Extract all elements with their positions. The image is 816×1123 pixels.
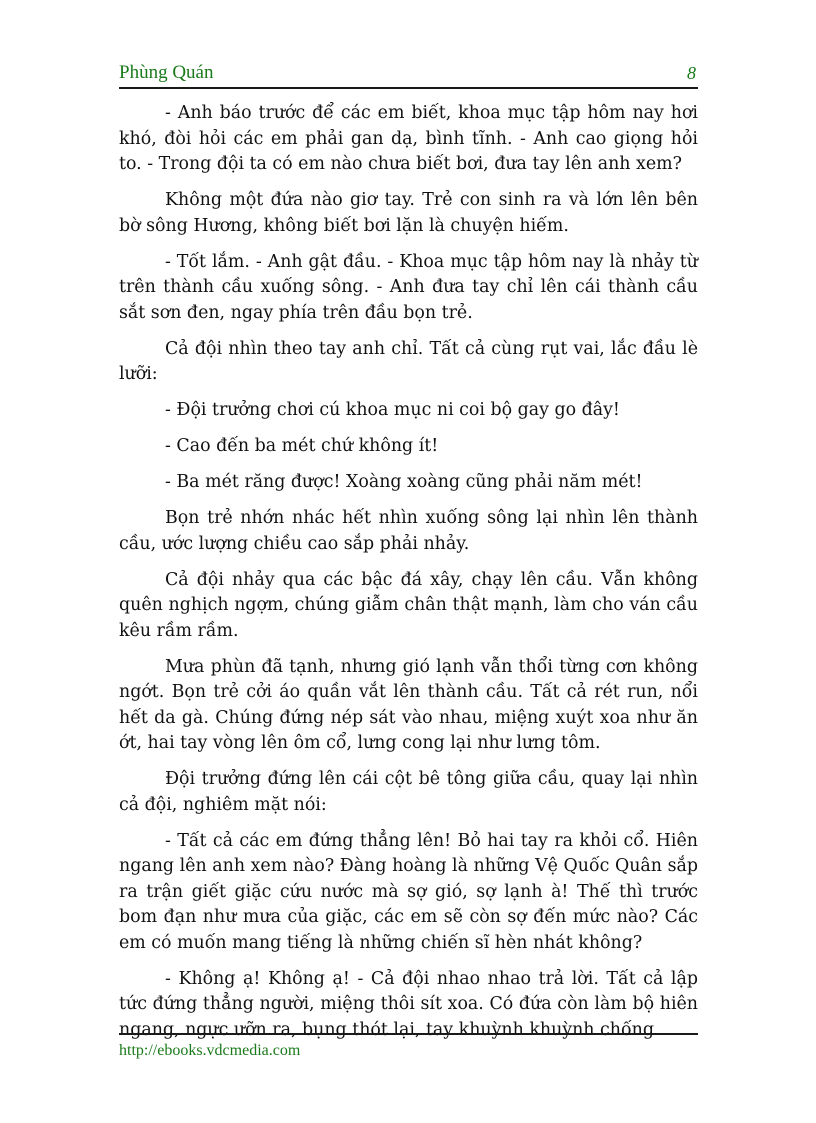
paragraph: Đội trưởng đứng lên cái cột bê tông giữa cầu, quay lại nhìn cả đội, nghiêm mặt nói: bbox=[119, 769, 698, 815]
paragraph: Bọn trẻ nhớn nhác hết nhìn xuống sông lại nhìn lên thành cầu, ước lượng chiều cao sắp phải nhảy. bbox=[119, 508, 698, 554]
page-header bbox=[119, 61, 698, 89]
paragraph: - Anh báo trước để các em biết, khoa mục tập hôm nay hơi khó, đòi hỏi các em phải gan dạ, bình tĩnh. - Anh cao giọng hỏi to. - Trong đội ta có em nào chưa biết bơi, đưa tay lên anh xem? bbox=[119, 103, 698, 174]
page-footer bbox=[119, 1033, 698, 1061]
header-author: Phùng Quán bbox=[119, 62, 214, 83]
page-body bbox=[119, 101, 698, 1054]
paragraph: Mưa phùn đã tạnh, nhưng gió lạnh vẫn thổi từng cơn không ngớt. Bọn trẻ cởi áo quần vắt lên thành cầu. Tất cả rét run, nổi hết da gà. Chúng đứng nép sát vào nhau, miệng xuýt xoa như ăn ớt, hai tay vòng lên ôm cổ, lưng cong lại như lưng tôm. bbox=[119, 656, 698, 753]
paragraph: Không một đứa nào giơ tay. Trẻ con sinh ra và lớn lên bên bờ sông Hương, không biết bơi lặn là chuyện hiếm. bbox=[119, 190, 698, 236]
paragraph: - Tất cả các em đứng thẳng lên! Bỏ hai tay ra khỏi cổ. Hiên ngang lên anh xem nào? Đàng hoàng là những Vệ Quốc Quân sắp ra trận giết giặc cứu nước mà sợ gió, sợ lạnh à! Thế thì trước bom đạn như mưa của giặc, các em sẽ còn sợ đến mức nào? Các em có muốn mang tiếng là những chiến sĩ hèn nhát không? bbox=[119, 830, 698, 953]
paragraph: Cả đội nhảy qua các bậc đá xây, chạy lên cầu. Vẫn không quên nghịch ngợm, chúng giẫm chân thật mạnh, làm cho ván cầu kêu rầm rầm. bbox=[119, 569, 698, 641]
paragraph: - Ba mét răng được! Xoàng xoàng cũng phải năm mét! bbox=[165, 472, 643, 492]
paragraph: - Không ạ! Không ạ! - Cả đội nhao nhao trả lời. Tất cả lập tức đứng thẳng người, miệng thôi sít xoa. Có đứa còn làm bộ hiên ngang, ngực ưỡn ra, bụng thót lại, tay khuỳnh khuỳnh chống bbox=[119, 968, 698, 1040]
paragraph: Cả đội nhìn theo tay anh chỉ. Tất cả cùng rụt vai, lắc đầu lè lưỡi: bbox=[119, 338, 698, 384]
footer-link[interactable]: http://ebooks.vdcmedia.com bbox=[119, 1042, 301, 1059]
paragraph: - Đội trưởng chơi cú khoa mục ni coi bộ gay go đây! bbox=[165, 400, 620, 420]
page-number: 8 bbox=[687, 63, 696, 83]
paragraph: - Cao đến ba mét chứ không ít! bbox=[165, 436, 439, 456]
paragraph: - Tốt lắm. - Anh gật đầu. - Khoa mục tập hôm nay là nhảy từ trên thành cầu xuống sông. - Anh đưa tay chỉ lên cái thành cầu sắt sơn đen, ngay phía trên đầu bọn trẻ. bbox=[119, 251, 698, 323]
